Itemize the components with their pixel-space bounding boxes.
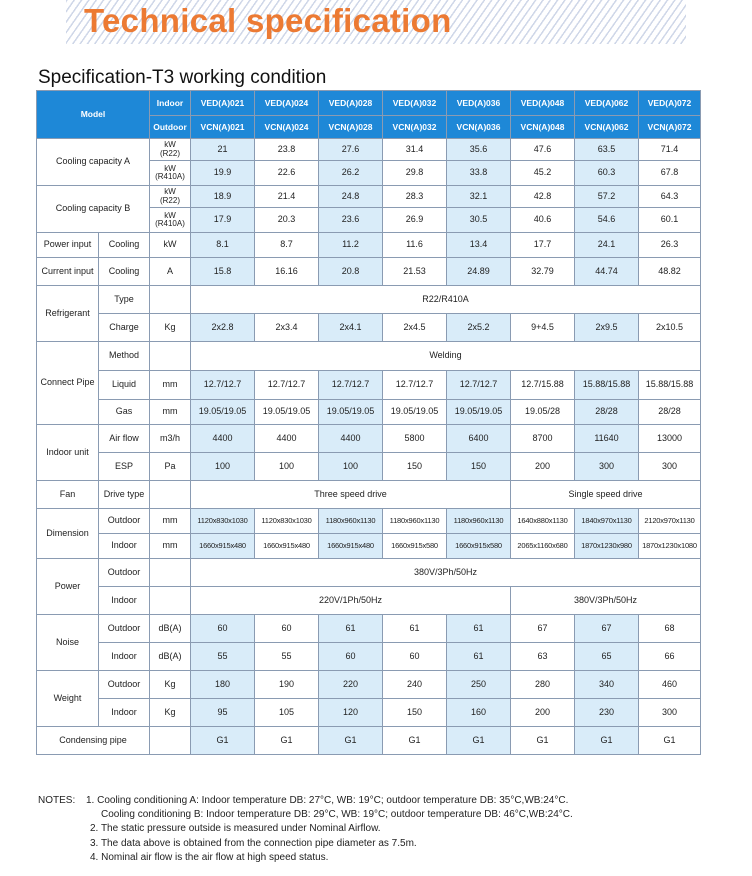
unit-label: Kg (150, 699, 191, 727)
unit-label: kW (R410A) (150, 208, 191, 233)
cooling-a-r410a-value: 45.2 (511, 161, 575, 186)
weight-outdoor-value: 250 (447, 671, 511, 699)
table-row (37, 699, 701, 727)
weight-indoor-value: 230 (575, 699, 639, 727)
gas-pipe-value: 19.05/19.05 (447, 400, 511, 425)
unit-label: mm (150, 371, 191, 400)
table-row (37, 139, 701, 161)
table-row (37, 425, 701, 453)
dimension-indoor-value: 1660x915x480 (191, 534, 255, 559)
noise-outdoor-value: 61 (319, 615, 383, 643)
noise-indoor-value: 55 (255, 643, 319, 671)
fan-single-speed-value: Single speed drive (511, 481, 701, 509)
cooling-b-r410a-value: 17.9 (191, 208, 255, 233)
dimension-outdoor-value: 1180x960x1130 (383, 509, 447, 534)
dimension-indoor-value: 1660x915x580 (447, 534, 511, 559)
table-row (37, 186, 701, 208)
weight-indoor-value: 120 (319, 699, 383, 727)
esp-value: 300 (575, 453, 639, 481)
airflow-value: 8700 (511, 425, 575, 453)
dimension-outdoor-value: 1180x960x1130 (447, 509, 511, 534)
outdoor-model: VCN(A)028 (319, 116, 383, 139)
indoor-model: VED(A)072 (639, 91, 701, 116)
weight-outdoor-label: Outdoor (99, 671, 150, 699)
dimension-outdoor-value: 1640x880x1130 (511, 509, 575, 534)
airflow-label: Air flow (99, 425, 150, 453)
current-input-value: 24.89 (447, 258, 511, 286)
fan-drive-type-label: Drive type (99, 481, 150, 509)
page-subtitle: Specification-T3 working condition (38, 67, 327, 88)
power-input-value: 8.1 (191, 233, 255, 258)
unit-label: m3/h (150, 425, 191, 453)
current-input-value: 32.79 (511, 258, 575, 286)
indoor-model: VED(A)028 (319, 91, 383, 116)
esp-value: 300 (639, 453, 701, 481)
empty-unit (150, 559, 191, 587)
cooling-b-r410a-value: 54.6 (575, 208, 639, 233)
cooling-a-r410a-value: 26.2 (319, 161, 383, 186)
cooling-b-r22-value: 42.8 (511, 186, 575, 208)
noise-outdoor-value: 67 (575, 615, 639, 643)
power-outdoor-value: 380V/3Ph/50Hz (191, 559, 701, 587)
current-input-value: 15.8 (191, 258, 255, 286)
power-input-value: 24.1 (575, 233, 639, 258)
airflow-value: 4400 (191, 425, 255, 453)
current-input-value: 48.82 (639, 258, 701, 286)
power-input-sub: Cooling (99, 233, 150, 258)
liquid-pipe-value: 12.7/12.7 (447, 371, 511, 400)
esp-value: 200 (511, 453, 575, 481)
table-row (37, 342, 701, 371)
empty-unit (150, 727, 191, 755)
cooling-a-r22-value: 21 (191, 139, 255, 161)
noise-outdoor-value: 61 (447, 615, 511, 643)
cooling-b-r22-value: 18.9 (191, 186, 255, 208)
esp-value: 100 (255, 453, 319, 481)
liquid-pipe-value: 12.7/12.7 (255, 371, 319, 400)
cooling-capacity-a-label: Cooling capacity A (37, 139, 150, 186)
current-input-value: 20.8 (319, 258, 383, 286)
empty-unit (150, 286, 191, 314)
cooling-b-r410a-value: 30.5 (447, 208, 511, 233)
fan-label: Fan (37, 481, 99, 509)
cooling-b-r22-value: 21.4 (255, 186, 319, 208)
weight-indoor-label: Indoor (99, 699, 150, 727)
refrigerant-charge-value: 2x9.5 (575, 314, 639, 342)
power-indoor-value: 380V/3Ph/50Hz (511, 587, 701, 615)
unit-label: mm (150, 509, 191, 534)
cooling-b-r410a-value: 20.3 (255, 208, 319, 233)
cooling-a-r410a-value: 33.8 (447, 161, 511, 186)
dimension-outdoor-label: Outdoor (99, 509, 150, 534)
table-row (37, 371, 701, 400)
esp-value: 150 (383, 453, 447, 481)
table-row (37, 314, 701, 342)
cooling-b-r410a-value: 26.9 (383, 208, 447, 233)
refrigerant-charge-label: Charge (99, 314, 150, 342)
noise-outdoor-label: Outdoor (99, 615, 150, 643)
note-line: 3. The data above is obtained from the connection pipe diameter as 7.5m. (90, 837, 417, 849)
noise-indoor-value: 66 (639, 643, 701, 671)
power-input-value: 26.3 (639, 233, 701, 258)
dimension-outdoor-value: 1120x830x1030 (255, 509, 319, 534)
power-input-value: 17.7 (511, 233, 575, 258)
indoor-model: VED(A)062 (575, 91, 639, 116)
liquid-pipe-value: 15.88/15.88 (575, 371, 639, 400)
cooling-a-r22-value: 47.6 (511, 139, 575, 161)
indoor-model: VED(A)036 (447, 91, 511, 116)
cooling-a-r410a-value: 67.8 (639, 161, 701, 186)
airflow-value: 4400 (255, 425, 319, 453)
indoor-model: VED(A)024 (255, 91, 319, 116)
dimension-outdoor-value: 1180x960x1130 (319, 509, 383, 534)
connect-method-value: Welding (191, 342, 701, 371)
current-input-sub: Cooling (99, 258, 150, 286)
power-outdoor-label: Outdoor (99, 559, 150, 587)
indoor-unit-label: Indoor unit (37, 425, 99, 481)
cooling-a-r410a-value: 60.3 (575, 161, 639, 186)
power-input-value: 13.4 (447, 233, 511, 258)
table-row (37, 727, 701, 755)
weight-outdoor-value: 220 (319, 671, 383, 699)
cooling-a-r22-value: 31.4 (383, 139, 447, 161)
noise-indoor-value: 55 (191, 643, 255, 671)
gas-pipe-value: 19.05/19.05 (319, 400, 383, 425)
esp-value: 150 (447, 453, 511, 481)
page-title: Technical specification (84, 2, 452, 39)
liquid-pipe-value: 12.7/12.7 (191, 371, 255, 400)
cooling-b-r410a-value: 40.6 (511, 208, 575, 233)
dimension-indoor-value: 1660x915x480 (255, 534, 319, 559)
esp-label: ESP (99, 453, 150, 481)
table-row (37, 481, 701, 509)
dimension-indoor-value: 2065x1160x680 (511, 534, 575, 559)
table-row (37, 559, 701, 587)
unit-label: kW (150, 233, 191, 258)
dimension-indoor-label: Indoor (99, 534, 150, 559)
cooling-b-r22-value: 24.8 (319, 186, 383, 208)
cooling-b-r22-value: 57.2 (575, 186, 639, 208)
condensing-pipe-value: G1 (255, 727, 319, 755)
refrigerant-charge-value: 9+4.5 (511, 314, 575, 342)
cooling-capacity-b-label: Cooling capacity B (37, 186, 150, 233)
noise-indoor-value: 60 (383, 643, 447, 671)
cooling-a-r22-value: 63.5 (575, 139, 639, 161)
current-input-label: Current input (37, 258, 99, 286)
gas-pipe-value: 28/28 (575, 400, 639, 425)
refrigerant-type-value: R22/R410A (191, 286, 701, 314)
weight-indoor-value: 160 (447, 699, 511, 727)
noise-outdoor-value: 61 (383, 615, 447, 643)
weight-outdoor-value: 190 (255, 671, 319, 699)
dimension-outdoor-value: 1120x830x1030 (191, 509, 255, 534)
outdoor-model: VCN(A)021 (191, 116, 255, 139)
outdoor-model: VCN(A)062 (575, 116, 639, 139)
dimension-outdoor-value: 1840x970x1130 (575, 509, 639, 534)
noise-outdoor-value: 60 (191, 615, 255, 643)
refrigerant-charge-value: 2x10.5 (639, 314, 701, 342)
table-row (37, 615, 701, 643)
refrigerant-type-label: Type (99, 286, 150, 314)
liquid-pipe-value: 12.7/12.7 (319, 371, 383, 400)
connect-method-label: Method (99, 342, 150, 371)
weight-indoor-value: 200 (511, 699, 575, 727)
fan-three-speed-value: Three speed drive (191, 481, 511, 509)
table-row (37, 400, 701, 425)
outdoor-model: VCN(A)048 (511, 116, 575, 139)
power-input-value: 8.7 (255, 233, 319, 258)
cooling-a-r22-value: 23.8 (255, 139, 319, 161)
cooling-a-r410a-value: 29.8 (383, 161, 447, 186)
weight-indoor-value: 150 (383, 699, 447, 727)
noise-outdoor-value: 68 (639, 615, 701, 643)
airflow-value: 6400 (447, 425, 511, 453)
dimension-outdoor-value: 2120x970x1130 (639, 509, 701, 534)
note-line: Cooling conditioning B: Indoor temperature DB: 29°C, WB: 19°C; outdoor temperature DB: 46°C,WB:24°C. (101, 809, 573, 821)
table-row (37, 509, 701, 534)
dimension-indoor-value: 1660x915x580 (383, 534, 447, 559)
unit-label: Kg (150, 314, 191, 342)
refrigerant-label: Refrigerant (37, 286, 99, 342)
empty-unit (150, 342, 191, 371)
dimension-indoor-value: 1870x1230x1080 (639, 534, 701, 559)
gas-pipe-value: 19.05/19.05 (191, 400, 255, 425)
esp-value: 100 (191, 453, 255, 481)
refrigerant-charge-value: 2x4.1 (319, 314, 383, 342)
condensing-pipe-value: G1 (383, 727, 447, 755)
condensing-pipe-value: G1 (575, 727, 639, 755)
cooling-a-r22-value: 35.6 (447, 139, 511, 161)
table-row (37, 286, 701, 314)
outdoor-model: VCN(A)032 (383, 116, 447, 139)
cooling-b-r22-value: 64.3 (639, 186, 701, 208)
gas-pipe-value: 19.05/19.05 (383, 400, 447, 425)
dimension-indoor-value: 1660x915x480 (319, 534, 383, 559)
liquid-pipe-value: 12.7/15.88 (511, 371, 575, 400)
unit-label: mm (150, 534, 191, 559)
power-input-label: Power input (37, 233, 99, 258)
note-line: 1. Cooling conditioning A: Indoor temperature DB: 27°C, WB: 19°C; outdoor temperature DB: 35°C,WB:24°C. (86, 795, 569, 806)
gas-pipe-value: 19.05/19.05 (255, 400, 319, 425)
power-indoor-label: Indoor (99, 587, 150, 615)
noise-label: Noise (37, 615, 99, 671)
condensing-pipe-label: Condensing pipe (37, 727, 150, 755)
unit-label: Pa (150, 453, 191, 481)
cooling-b-r22-value: 32.1 (447, 186, 511, 208)
refrigerant-charge-value: 2x4.5 (383, 314, 447, 342)
connect-pipe-label: Connect Pipe (37, 342, 99, 425)
outdoor-model: VCN(A)036 (447, 116, 511, 139)
indoor-model: VED(A)021 (191, 91, 255, 116)
weight-outdoor-value: 280 (511, 671, 575, 699)
table-row (37, 233, 701, 258)
weight-outdoor-value: 460 (639, 671, 701, 699)
noise-indoor-value: 63 (511, 643, 575, 671)
gas-pipe-value: 28/28 (639, 400, 701, 425)
refrigerant-charge-value: 2x2.8 (191, 314, 255, 342)
outdoor-model: VCN(A)072 (639, 116, 701, 139)
airflow-value: 5800 (383, 425, 447, 453)
unit-label: dB(A) (150, 643, 191, 671)
unit-label: dB(A) (150, 615, 191, 643)
noise-outdoor-value: 60 (255, 615, 319, 643)
notes-label: NOTES: (38, 795, 76, 806)
condensing-pipe-value: G1 (191, 727, 255, 755)
unit-label: A (150, 258, 191, 286)
condensing-pipe-value: G1 (319, 727, 383, 755)
power-label: Power (37, 559, 99, 615)
table-row (37, 643, 701, 671)
cooling-b-r410a-value: 60.1 (639, 208, 701, 233)
indoor-model: VED(A)048 (511, 91, 575, 116)
current-input-value: 44.74 (575, 258, 639, 286)
cooling-a-r22-value: 71.4 (639, 139, 701, 161)
weight-indoor-value: 300 (639, 699, 701, 727)
weight-outdoor-value: 240 (383, 671, 447, 699)
airflow-value: 11640 (575, 425, 639, 453)
noise-indoor-value: 65 (575, 643, 639, 671)
gas-pipe-value: 19.05/28 (511, 400, 575, 425)
liquid-pipe-value: 12.7/12.7 (383, 371, 447, 400)
power-input-value: 11.2 (319, 233, 383, 258)
noise-indoor-label: Indoor (99, 643, 150, 671)
refrigerant-charge-value: 2x5.2 (447, 314, 511, 342)
model-header: Model (37, 91, 150, 139)
noise-outdoor-value: 67 (511, 615, 575, 643)
cooling-b-r410a-value: 23.6 (319, 208, 383, 233)
condensing-pipe-value: G1 (447, 727, 511, 755)
noise-indoor-value: 60 (319, 643, 383, 671)
dimension-indoor-value: 1870x1230x980 (575, 534, 639, 559)
indoor-model: VED(A)032 (383, 91, 447, 116)
airflow-value: 13000 (639, 425, 701, 453)
unit-label: kW (R410A) (150, 161, 191, 186)
condensing-pipe-value: G1 (511, 727, 575, 755)
weight-label: Weight (37, 671, 99, 727)
current-input-value: 16.16 (255, 258, 319, 286)
table-row (37, 534, 701, 559)
liquid-pipe-label: Liquid (99, 371, 150, 400)
unit-label: mm (150, 400, 191, 425)
specification-table (36, 90, 701, 755)
weight-outdoor-value: 180 (191, 671, 255, 699)
unit-label: Kg (150, 671, 191, 699)
airflow-value: 4400 (319, 425, 383, 453)
table-row (37, 91, 701, 116)
power-input-value: 11.6 (383, 233, 447, 258)
empty-unit (150, 481, 191, 509)
dimension-label: Dimension (37, 509, 99, 559)
outdoor-header: Outdoor (150, 116, 191, 139)
cooling-a-r22-value: 27.6 (319, 139, 383, 161)
condensing-pipe-value: G1 (639, 727, 701, 755)
gas-pipe-label: Gas (99, 400, 150, 425)
indoor-header: Indoor (150, 91, 191, 116)
cooling-b-r22-value: 28.3 (383, 186, 447, 208)
cooling-a-r410a-value: 19.9 (191, 161, 255, 186)
unit-label: kW (R22) (150, 139, 191, 161)
current-input-value: 21.53 (383, 258, 447, 286)
liquid-pipe-value: 15.88/15.88 (639, 371, 701, 400)
note-line: 4. Nominal air flow is the air flow at high speed status. (90, 851, 329, 863)
outdoor-model: VCN(A)024 (255, 116, 319, 139)
table-row (37, 671, 701, 699)
empty-unit (150, 587, 191, 615)
note-line: 2. The static pressure outside is measured under Nominal Airflow. (90, 823, 381, 835)
cooling-a-r410a-value: 22.6 (255, 161, 319, 186)
table-row (37, 258, 701, 286)
unit-label: kW (R22) (150, 186, 191, 208)
esp-value: 100 (319, 453, 383, 481)
noise-indoor-value: 61 (447, 643, 511, 671)
power-indoor-value: 220V/1Ph/50Hz (191, 587, 511, 615)
weight-indoor-value: 105 (255, 699, 319, 727)
notes (38, 794, 573, 865)
table-row (37, 587, 701, 615)
weight-indoor-value: 95 (191, 699, 255, 727)
refrigerant-charge-value: 2x3.4 (255, 314, 319, 342)
table-row (37, 453, 701, 481)
weight-outdoor-value: 340 (575, 671, 639, 699)
